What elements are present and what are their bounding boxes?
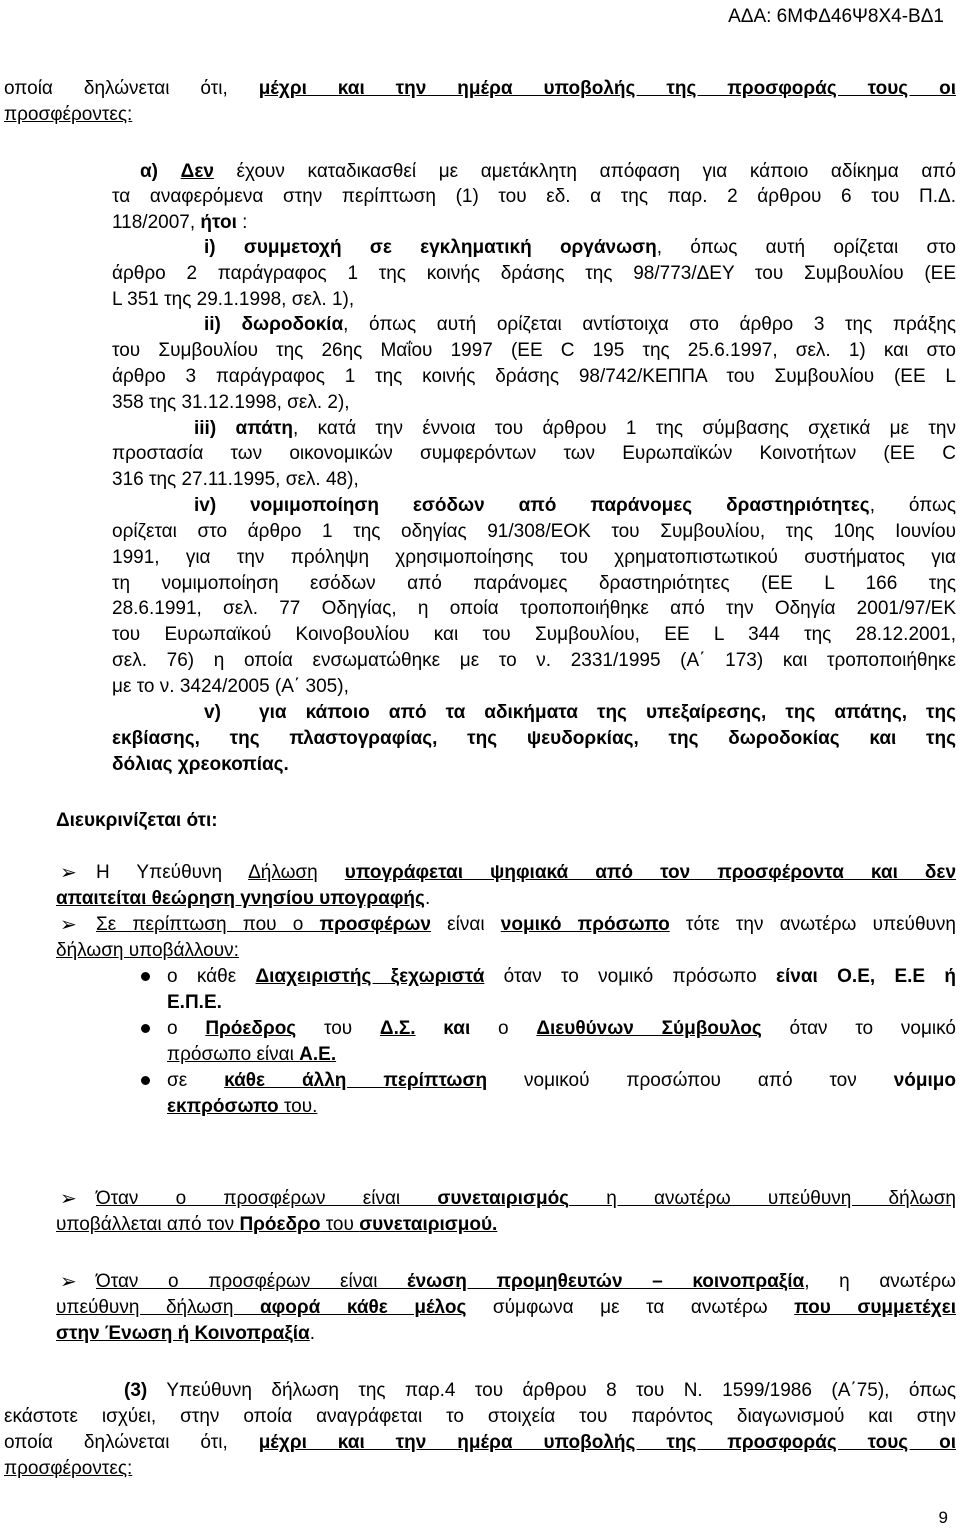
arrow-4-union: στην Ένωση ή Κοινοπραξία xyxy=(56,1323,310,1344)
item-iii-line-2: προστασία των οικονομικών συμφερόντων των Ευρωπαϊκών Κοινοτήτων (ΕΕ C xyxy=(112,443,956,464)
item-iv-line-4: τη νομιμοποίηση εσόδων από παράνομες δραστηριότητες (ΕΕ L 166 της xyxy=(112,573,956,594)
item-iv-line-8: με το ν. 3424/2005 (Α΄ 305), xyxy=(112,676,349,697)
item-a-text: έχουν καταδικασθεί με αμετάκλητη απόφαση για κάποιο αδίκημα από xyxy=(213,161,956,182)
para-3-line-4: προσφέροντες: xyxy=(4,1458,133,1479)
item-iv-text: , όπως xyxy=(869,495,957,516)
arrow-2-text-3: τότε την ανωτέρω υπεύθυνη xyxy=(669,914,956,935)
arrow-1-period: . xyxy=(424,888,431,909)
arrow-3-text: Όταν ο προσφέρων είναι xyxy=(96,1188,438,1209)
arrow-1-text: Η Υπεύθυνη xyxy=(96,862,249,883)
intro-text: οποία δηλώνεται ότι, xyxy=(4,78,259,99)
item-iv-line-7: σελ. 76) η οποία ενσωματώθηκε με το ν. 2331/1995 (Α΄ 173) και τροποποιήθηκε xyxy=(112,650,956,671)
bullet-2-board: Δ.Σ. xyxy=(379,1018,416,1039)
bullet-1-manager: Διαχειριστής ξεχωριστά xyxy=(255,966,485,987)
intro-line-2: προσφέροντες: xyxy=(4,104,133,125)
item-v-text: για κάποιο από τα αδικήματα της υπεξαίρεσης, της απάτης, της xyxy=(259,702,957,723)
bullet-2-text-3: ο xyxy=(498,1018,537,1039)
bullet-1-text-2: όταν το νομικό πρόσωπο xyxy=(484,966,776,987)
item-a-bold: Δεν xyxy=(180,161,214,182)
item-iii-line-3: 316 της 27.11.1995, σελ. 48), xyxy=(112,469,359,490)
arrow-bullet-icon: ➢ xyxy=(60,1271,77,1293)
bullet-icon xyxy=(141,972,150,981)
arrow-bullet-icon: ➢ xyxy=(60,914,77,936)
arrow-4-text-3: υπεύθυνη δήλωση xyxy=(56,1297,260,1318)
item-iv-label: iv) xyxy=(194,495,217,516)
bullet-2-text-4: όταν το νομικό xyxy=(761,1018,956,1039)
bullet-icon xyxy=(141,1076,150,1085)
bullet-2-and: και xyxy=(415,1018,498,1039)
arrow-3-president: Πρόεδρο xyxy=(239,1214,321,1235)
arrow-3-line-1 xyxy=(96,1186,956,1212)
bullet-1-types: είναι Ο.Ε, Ε.Ε ή xyxy=(776,966,956,987)
arrow-4-line-2 xyxy=(56,1295,956,1321)
arrow-1-line-2 xyxy=(56,886,430,912)
para-3-line-2: εκάστοτε ισχύει, στην οποία αναγράφεται το στοιχεία του παρόντος διαγωνισμού και στην xyxy=(4,1406,956,1427)
item-v-line-1 xyxy=(204,700,956,726)
arrow-2-text: Σε περίπτωση που ο xyxy=(96,914,320,935)
bullet-3-text-2: νομικού προσώπου από τον xyxy=(487,1070,894,1091)
arrow-1-emphasis: υπογράφεται ψηφιακά από τον προσφέροντα και δεν xyxy=(344,862,957,883)
ada-header: ΑΔΑ: 6ΜΦΔ46Ψ8Χ4-ΒΔ1 xyxy=(728,6,944,27)
arrow-4-text-2: , η ανωτέρω xyxy=(804,1271,956,1292)
item-ii-bold: δωροδοκία xyxy=(241,314,344,335)
bullet-3-text: σε xyxy=(167,1070,225,1091)
bullet-1-line-1 xyxy=(167,964,956,990)
arrow-2-line-1 xyxy=(96,912,956,938)
arrow-3-line-2 xyxy=(56,1212,497,1238)
item-a-line-2: τα αναφερόμενα στην περίπτωση (1) του εδ. α της παρ. 2 άρθρου 6 του Π.Δ. xyxy=(112,186,956,207)
item-v-label: v) xyxy=(204,702,221,723)
item-iv-line-3: 1991, για την πρόληψη χρησιμοποίησης του χρηματοπιστωτικού συστήματος για xyxy=(112,547,956,568)
intro-emphasis: μέχρι και την ημέρα υποβολής της προσφοράς τους οι xyxy=(258,78,956,99)
arrow-bullet-icon: ➢ xyxy=(60,862,77,884)
arrow-1-space xyxy=(318,862,345,883)
arrow-4-participates: που συμμετέχει xyxy=(794,1297,956,1318)
item-iv-line-6: του Ευρωπαϊκού Κοινοβουλίου και του Συμβουλίου, ΕΕ L 344 της 28.12.2001, xyxy=(112,624,956,645)
item-v-line-2: εκβίασης, της πλαστογραφίας, της ψευδορκίας, της δωροδοκίας και της xyxy=(112,728,956,749)
item-ii-text: , όπως αυτή ορίζεται αντίστοιχα στο άρθρο 3 της πράξης xyxy=(343,314,957,335)
para-3-line-3 xyxy=(4,1430,956,1456)
item-i-line-2: άρθρο 2 παράγραφος 1 της κοινής δράσης της 98/773/ΔΕΥ του Συμβουλίου (ΕΕ xyxy=(112,263,956,284)
arrow-3-text-2: η ανωτέρω υπεύθυνη δήλωση xyxy=(569,1188,956,1209)
arrow-3-text-3: υποβάλλεται από τον xyxy=(56,1214,240,1235)
bullet-2-text-2: του xyxy=(296,1018,380,1039)
para-3-emphasis: μέχρι και την ημέρα υποβολής της προσφοράς τους οι xyxy=(258,1432,956,1453)
bullet-2-text-5: πρόσωπο είναι xyxy=(167,1044,300,1065)
bullet-3-representative: εκπρόσωπο xyxy=(167,1096,279,1117)
bullet-2-line-2 xyxy=(167,1042,336,1068)
bullet-1-line-2: Ε.Π.Ε. xyxy=(167,992,222,1013)
arrow-4-member: αφορά κάθε μέλος xyxy=(259,1297,467,1318)
item-iii-bold: απάτη xyxy=(235,418,293,439)
bullet-3-other-case: κάθε άλλη περίπτωση xyxy=(224,1070,488,1091)
item-a-colon: : xyxy=(236,212,248,233)
arrow-3-text-4: του xyxy=(320,1214,360,1235)
bullet-2-sa: Α.Ε. xyxy=(299,1044,337,1065)
bullet-2-text: ο xyxy=(167,1018,206,1039)
arrow-2-bidder: προσφέρων xyxy=(319,914,431,935)
para-3-label: (3) xyxy=(124,1380,148,1401)
bullet-3-legal: νόμιμο xyxy=(893,1070,956,1091)
bullet-2-ceo: Διευθύνων Σύμβουλος xyxy=(536,1018,762,1039)
arrow-4-text-4: σύμφωνα με τα ανωτέρω xyxy=(466,1297,795,1318)
arrow-2-text-2: είναι xyxy=(430,914,501,935)
arrow-3-coop: συνεταιρισμός xyxy=(437,1188,570,1209)
item-iii-line-1 xyxy=(194,416,956,442)
para-3-line-1 xyxy=(124,1378,956,1404)
item-v-line-3: δόλιας χρεοκοπίας. xyxy=(112,754,289,775)
item-ii-line-4: 358 της 31.12.1998, σελ. 2), xyxy=(112,392,350,413)
item-iv-line-2: ορίζεται στο άρθρο 1 της οδηγίας 91/308/ΕΟΚ του Συμβουλίου, της 10ης Ιουνίου xyxy=(112,521,956,542)
item-ii-line-2: του Συμβουλίου της 26ης Μαΐου 1997 (ΕΕ C 195 της 25.6.1997, σελ. 1) και στο xyxy=(112,340,956,361)
arrow-2-legal-entity: νομικό πρόσωπο xyxy=(500,914,670,935)
bullet-icon xyxy=(141,1024,150,1033)
arrow-4-line-1 xyxy=(96,1269,956,1295)
bullet-2-president: Πρόεδρος xyxy=(205,1018,297,1039)
arrow-1-emphasis-2: απαιτείται θεώρηση γνησίου υπογραφής xyxy=(56,888,425,909)
arrow-4-line-3 xyxy=(56,1321,315,1347)
arrow-2-line-2: δήλωση υποβάλλουν: xyxy=(56,940,239,961)
item-iii-label: iii) xyxy=(194,418,217,439)
item-a-line-1 xyxy=(140,159,956,185)
arrow-4-consortium: ένωση προμηθευτών – κοινοπραξία xyxy=(407,1271,805,1292)
arrow-4-text: Όταν ο προσφέρων είναι xyxy=(96,1271,408,1292)
para-3-text: Υπεύθυνη δήλωση της παρ.4 του άρθρου 8 του Ν. 1599/1986 (Α΄75), όπως xyxy=(147,1380,956,1401)
item-a-itoi: ήτοι xyxy=(200,212,237,233)
item-i-text: , όπως αυτή ορίζεται στο xyxy=(656,237,957,258)
item-ii-line-1 xyxy=(204,312,956,338)
item-iv-line-1 xyxy=(194,493,956,519)
item-iv-line-5: 28.6.1991, σελ. 77 Οδηγίας, η οποία τροποποιήθηκε από την Οδηγία 2001/97/ΕΚ xyxy=(112,598,956,619)
item-a-ref: 118/2007, xyxy=(112,212,201,233)
bullet-1-text: ο κάθε xyxy=(167,966,256,987)
page-number: 9 xyxy=(938,1508,948,1527)
bullet-3-line-2 xyxy=(167,1094,317,1120)
arrow-1-line-1 xyxy=(96,860,956,886)
item-ii-label: ii) xyxy=(204,314,221,335)
item-ii-line-3: άρθρο 3 παράγραφος 1 της κοινής δράσης 98/742/ΚΕΠΠΑ του Συμβουλίου (ΕΕ L xyxy=(112,366,956,387)
item-iii-text: , κατά την έννοια του άρθρου 1 της σύμβασης σχετικά με την xyxy=(292,418,956,439)
bullet-3-text-3: του. xyxy=(278,1096,318,1117)
item-iv-bold: νομιμοποίηση εσόδων από παράνομες δραστηριότητες xyxy=(250,495,870,516)
arrow-4-period: . xyxy=(309,1323,316,1344)
item-i-line-1 xyxy=(204,235,956,261)
bullet-3-line-1 xyxy=(167,1068,956,1094)
item-i-bold: συμμετοχή σε εγκληματική οργάνωση xyxy=(243,237,657,258)
intro-line-1 xyxy=(4,76,956,102)
item-i-line-3: L 351 της 29.1.1998, σελ. 1), xyxy=(112,289,355,310)
arrow-1-declaration: Δήλωση xyxy=(248,862,318,883)
clarification-title: Διευκρινίζεται ότι: xyxy=(56,810,218,831)
item-a-line-3 xyxy=(112,210,247,236)
para-3-text-2: οποία δηλώνεται ότι, xyxy=(4,1432,259,1453)
bullet-2-line-1 xyxy=(167,1016,956,1042)
item-a-label: α) xyxy=(140,161,159,182)
arrow-bullet-icon: ➢ xyxy=(60,1188,77,1210)
arrow-3-coop-2: συνεταιρισμού. xyxy=(359,1214,498,1235)
item-i-label: i) xyxy=(204,237,216,258)
